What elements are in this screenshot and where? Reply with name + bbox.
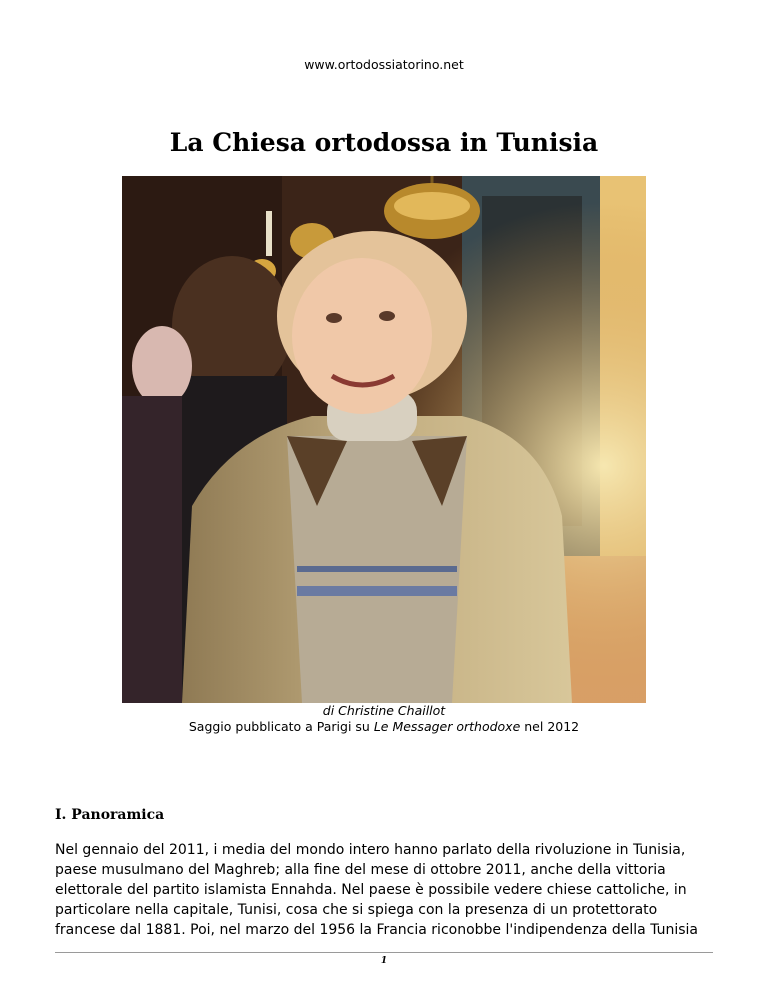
page-title: La Chiesa ortodossa in Tunisia [169,128,599,157]
paragraph-line: elettorale del partito islamista Ennahda. Nel paese è possibile vedere chiese cattoliche, in [55,882,687,898]
section-paragraph [55,840,725,940]
publication-note: Saggio pubblicato a Parigi su Le Messager orthodoxe nel 2012 [188,719,580,734]
footer-divider [55,952,713,953]
paragraph-line: Nel gennaio del 2011, i media del mondo intero hanno parlato della rivoluzione in Tunisia, [55,842,686,858]
author-credit: di Christine Chaillot [322,703,446,718]
photo-caption [0,703,768,735]
publication-title: Le Messager orthodoxe [373,719,521,734]
paragraph-line: francese dal 1881. Poi, nel marzo del 1956 la Francia riconobbe l'indipendenza della Tunisia [55,922,699,938]
section-heading: I. Panoramica [55,807,165,823]
page-number: 1 [380,956,388,966]
paragraph-line: paese musulmano del Maghreb; alla fine del mese di ottobre 2011, anche della vittoria [55,862,666,878]
author-photo [122,176,646,703]
paragraph-line: particolare nella capitale, Tunisi, cosa che si spiega con la presenza di un protettorato [55,902,658,918]
header-url: www.ortodossiatorino.net [304,57,464,72]
